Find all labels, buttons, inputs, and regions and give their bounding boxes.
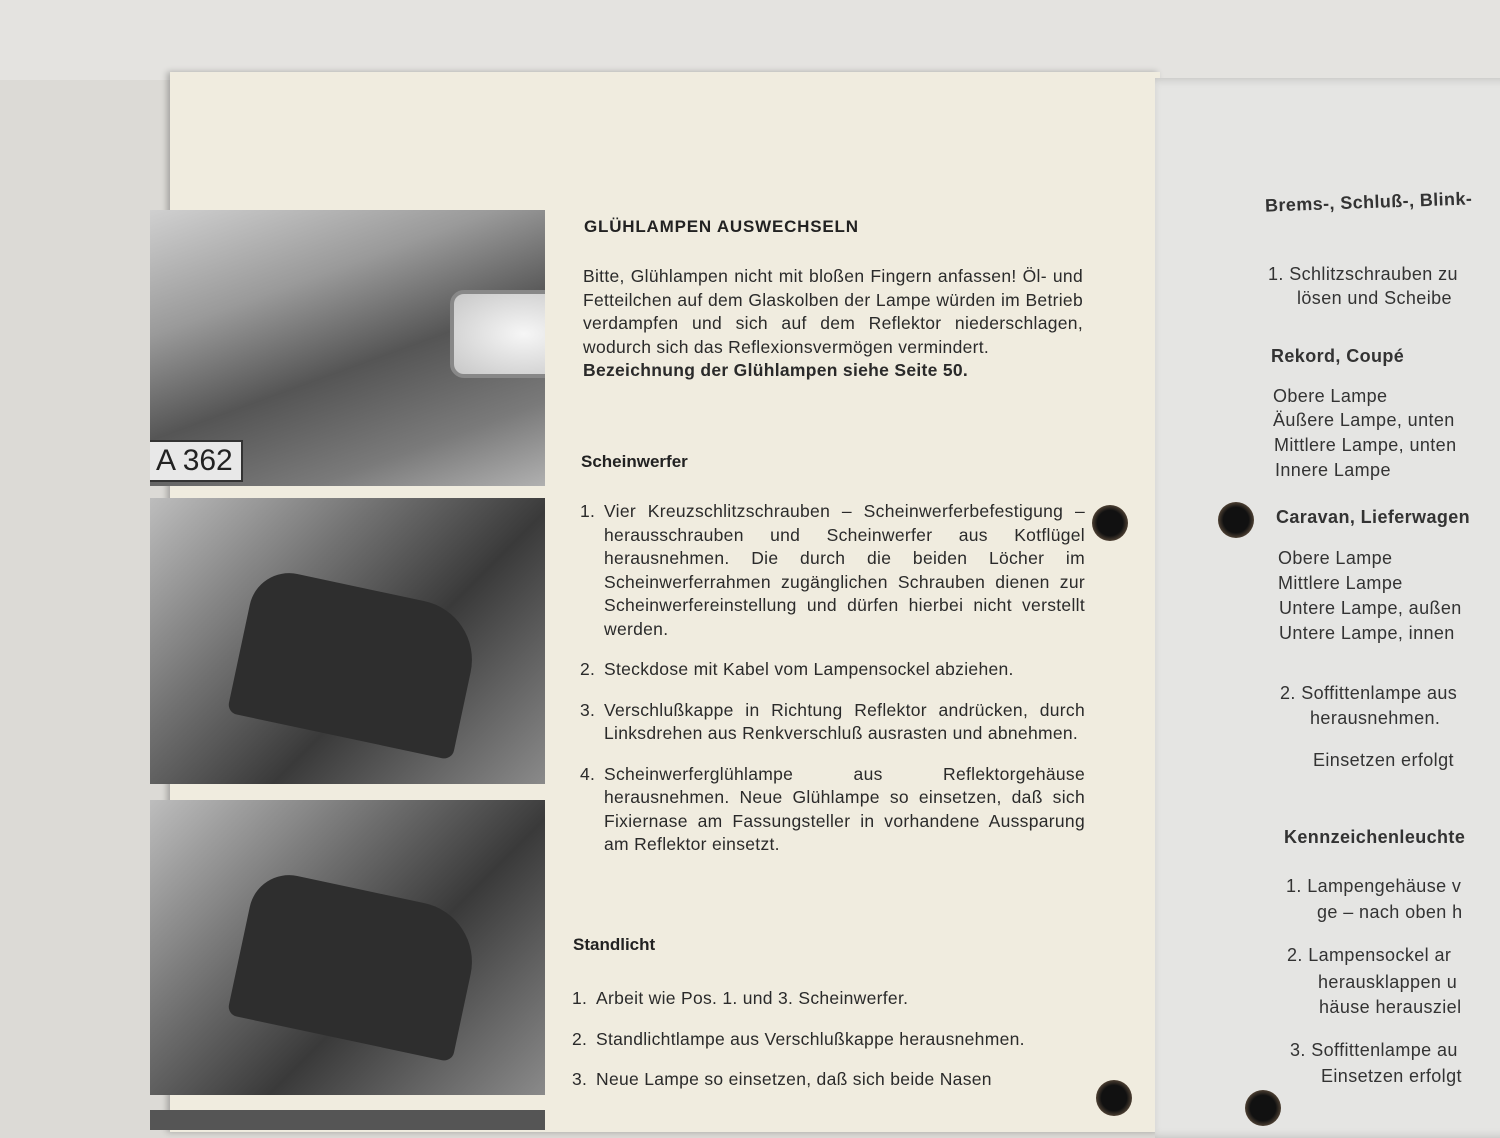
right-line: 1. Schlitzschrauben zu xyxy=(1268,264,1458,284)
right-heading: Brems-, Schluß-, Blink- xyxy=(1264,188,1473,216)
right-line: Einsetzen erfolgt xyxy=(1313,750,1454,770)
item-number: 1. xyxy=(572,988,588,1008)
right-line: häuse herausziel xyxy=(1319,997,1462,1017)
rekord-heading: Rekord, Coupé xyxy=(1271,346,1405,366)
item-text: Verschlußkappe in Richtung Reflektor andrücken, durch Linksdrehen aus Renkverschluß ausrasten und abnehmen. xyxy=(604,699,1085,743)
heading-standlicht: Standlicht xyxy=(573,935,656,954)
right-line: ge – nach oben h xyxy=(1317,902,1463,922)
headlight-housing xyxy=(227,566,483,761)
punch-hole xyxy=(1218,502,1254,538)
item-number: 4. xyxy=(580,763,596,784)
right-line: Einsetzen erfolgt xyxy=(1321,1066,1462,1086)
right-line: herausklappen u xyxy=(1318,972,1458,992)
photo-headlight xyxy=(150,210,545,486)
scheinwerfer-steps xyxy=(580,500,1085,874)
right-line: 1. Lampengehäuse v xyxy=(1286,876,1462,896)
list-item xyxy=(572,987,1090,1011)
caravan-line: Mittlere Lampe xyxy=(1278,573,1403,593)
rekord-line: Obere Lampe xyxy=(1273,386,1388,406)
list-item xyxy=(580,763,1085,857)
background xyxy=(0,0,1500,80)
item-text: Scheinwerferglühlampe aus Reflektorgehäuse herausnehmen. Neue Glühlampe so einsetzen, daß sich Fixiernase am Fassungsteller in vorhandene Aussparung am Reflektor einsetzt. xyxy=(604,763,1085,854)
item-text: Standlichtlampe aus Verschlußkappe herausnehmen. xyxy=(596,1028,1025,1049)
item-number: 3. xyxy=(580,699,596,720)
intro-paragraph xyxy=(583,265,1083,383)
rekord-line: Äußere Lampe, unten xyxy=(1273,410,1455,430)
headlight-lens xyxy=(450,290,545,378)
caravan-line: Untere Lampe, außen xyxy=(1279,598,1462,618)
right-line: 3. Soffittenlampe au xyxy=(1290,1040,1458,1060)
punch-hole xyxy=(1092,505,1128,541)
photo-headlight-removal xyxy=(150,498,545,784)
right-line: herausnehmen. xyxy=(1310,708,1441,728)
item-text: Neue Lampe so einsetzen, daß sich beide Nasen xyxy=(596,1069,992,1089)
right-line: lösen und Scheibe xyxy=(1297,288,1452,308)
punch-hole xyxy=(1096,1080,1132,1116)
list-item xyxy=(580,500,1085,641)
intro-bold-note: Bezeichnung der Glühlampen siehe Seite 50. xyxy=(583,360,969,380)
list-item xyxy=(580,658,1085,682)
item-number: 2. xyxy=(572,1028,588,1049)
photo-bulb-replacement xyxy=(150,800,545,1095)
section-title: GLÜHLAMPEN AUSWECHSELN xyxy=(584,217,859,236)
intro-text: Bitte, Glühlampen nicht mit bloßen Fingern anfassen! Öl- und Fetteilchen auf dem Glaskolben der Lampe würden im Betrieb verdampfen und sich auf dem Reflektor niederschlagen, wodurch sich das Reflexionsvermögen vermindert. xyxy=(583,266,1083,357)
caravan-line: Untere Lampe, innen xyxy=(1279,623,1455,643)
list-item xyxy=(580,699,1085,746)
rekord-line: Innere Lampe xyxy=(1275,460,1391,480)
license-plate: A 362 xyxy=(150,440,243,482)
headlight-housing xyxy=(227,868,483,1063)
standlicht-steps xyxy=(572,987,1090,1109)
item-number: 1. xyxy=(580,501,596,521)
photo-partial xyxy=(150,1110,545,1130)
rekord-line: Mittlere Lampe, unten xyxy=(1274,435,1457,455)
item-number: 2. xyxy=(580,659,596,679)
item-number: 3. xyxy=(572,1069,588,1089)
right-line: 2. Lampensockel ar xyxy=(1287,945,1452,965)
kennzeichen-heading: Kennzeichenleuchte xyxy=(1284,827,1466,847)
list-item xyxy=(572,1068,1090,1092)
item-text: Steckdose mit Kabel vom Lampensockel abziehen. xyxy=(604,659,1014,679)
item-text: Vier Kreuzschlitzschrauben – Scheinwerferbefestigung – herausschrauben und Scheinwerfer aus Kotflügel herausnehmen. Die durch die beiden Löcher im Scheinwerferrahmen zugänglichen Schrauben dienen zur Scheinwerfereinstellung und dürfen hierbei nicht verstellt werden. xyxy=(604,501,1085,639)
punch-hole xyxy=(1245,1090,1281,1126)
item-text: Arbeit wie Pos. 1. und 3. Scheinwerfer. xyxy=(596,988,909,1008)
caravan-line: Obere Lampe xyxy=(1278,548,1393,568)
caravan-heading: Caravan, Lieferwagen xyxy=(1276,507,1471,527)
right-line: 2. Soffittenlampe aus xyxy=(1280,683,1458,703)
list-item xyxy=(572,1028,1090,1052)
heading-scheinwerfer: Scheinwerfer xyxy=(581,452,688,471)
